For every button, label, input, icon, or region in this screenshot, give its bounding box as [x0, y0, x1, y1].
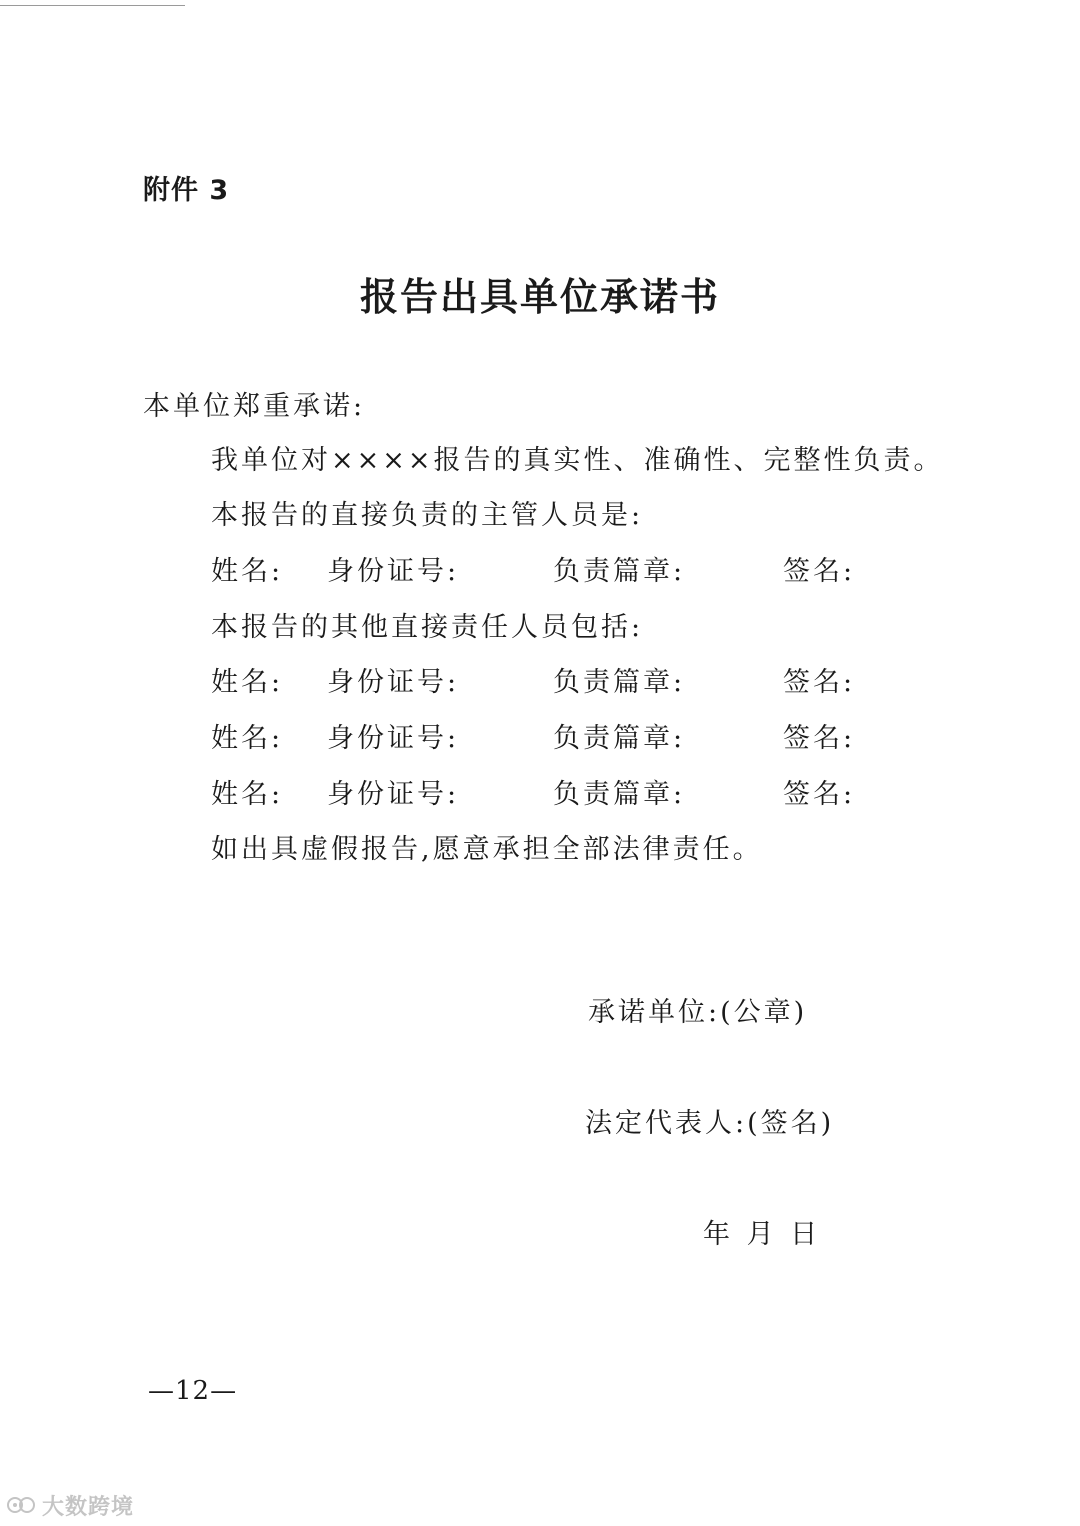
chapter-label: 负责篇章:: [553, 723, 686, 754]
document-title: 报告出具单位承诺书: [359, 275, 720, 319]
id-number-label: 身份证号:: [327, 667, 460, 698]
salutation: 本单位郑重承诺:: [143, 391, 366, 422]
signature-label: 签名:: [783, 556, 856, 587]
attachment-label: 附件 3: [143, 175, 230, 206]
supervisor-intro: 本报告的直接负责的主管人员是:: [211, 500, 644, 531]
others-intro: 本报告的其他直接责任人员包括:: [211, 612, 644, 643]
signature-label: 签名:: [783, 779, 856, 810]
name-label: 姓名:: [211, 723, 284, 754]
date-line: 年 月 日: [703, 1219, 822, 1250]
commitment-statement: 我单位对××××报告的真实性、准确性、完整性负责。: [211, 445, 944, 476]
committing-unit: 承诺单位:(公章): [588, 997, 808, 1028]
name-label: 姓名:: [211, 779, 284, 810]
watermark: [6, 1490, 134, 1520]
top-rule: [0, 5, 185, 6]
chapter-label: 负责篇章:: [553, 779, 686, 810]
chapter-label: 负责篇章:: [553, 667, 686, 698]
id-number-label: 身份证号:: [327, 556, 460, 587]
name-label: 姓名:: [211, 556, 284, 587]
name-label: 姓名:: [211, 667, 284, 698]
id-number-label: 身份证号:: [327, 723, 460, 754]
liability-statement: 如出具虚假报告,愿意承担全部法律责任。: [211, 834, 763, 865]
signature-label: 签名:: [783, 723, 856, 754]
legal-representative: 法定代表人:(签名): [585, 1108, 835, 1139]
watermark-logo-icon: [6, 1494, 36, 1516]
chapter-label: 负责篇章:: [553, 556, 686, 587]
watermark-text: 大数跨境: [42, 1494, 135, 1520]
id-number-label: 身份证号:: [327, 779, 460, 810]
page-number: —12—: [148, 1376, 238, 1406]
signature-label: 签名:: [783, 667, 856, 698]
